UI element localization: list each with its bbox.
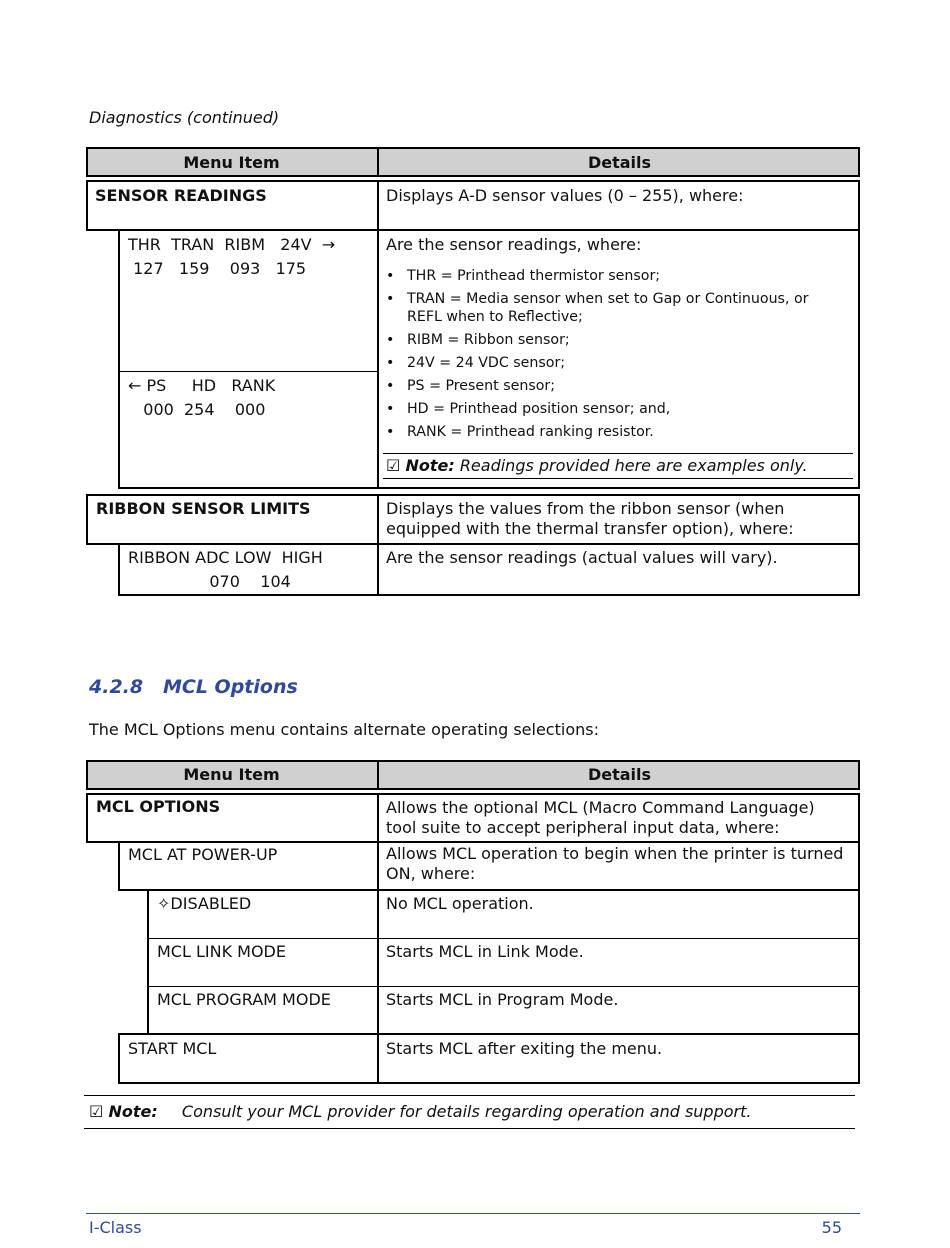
footer-product: I-Class bbox=[89, 1218, 142, 1237]
menu-item-mcl-at-power-up: MCL AT POWER-UP bbox=[128, 845, 278, 864]
list-item: • RIBM = Ribbon sensor; bbox=[386, 331, 846, 349]
column-header-details: Details bbox=[587, 153, 652, 172]
details-mcl-options: Allows the optional MCL (Macro Command Language) tool suite to accept peripheral input data, where: bbox=[386, 798, 815, 837]
sensor-bullet-list bbox=[386, 267, 846, 446]
note-text: Consult your MCL provider for details regarding operation and support. bbox=[181, 1102, 752, 1121]
section-heading bbox=[89, 675, 298, 699]
list-item: • 24V = 24 VDC sensor; bbox=[386, 354, 846, 372]
ribbon-adc-labels: RIBBON ADC LOW HIGH bbox=[128, 548, 323, 567]
details-mcl-link-mode: Starts MCL in Link Mode. bbox=[386, 942, 584, 961]
menu-item-mcl-options: MCL OPTIONS bbox=[96, 797, 221, 816]
readings-labels-2: ← PS HD RANK bbox=[128, 376, 276, 395]
menu-item-mcl-link-mode: MCL LINK MODE bbox=[157, 942, 286, 961]
note-label: Note: bbox=[405, 456, 455, 475]
page-header: Diagnostics (continued) bbox=[89, 108, 280, 127]
ribbon-adc-values: 070 104 bbox=[128, 572, 291, 591]
list-item: • RANK = Printhead ranking resistor. bbox=[386, 423, 846, 441]
readings-note bbox=[386, 456, 808, 476]
note-label: Note: bbox=[108, 1102, 158, 1121]
page-number: 55 bbox=[821, 1218, 842, 1237]
menu-item-disabled: ✧DISABLED bbox=[157, 894, 252, 913]
column-header-details: Details bbox=[587, 765, 652, 784]
details-disabled: No MCL operation. bbox=[386, 894, 534, 913]
list-item: • TRAN = Media sensor when set to Gap or Continuous, or REFL when to Reflective; bbox=[386, 290, 846, 326]
mcl-note bbox=[89, 1102, 751, 1122]
note-text: Readings provided here are examples only. bbox=[459, 456, 808, 475]
menu-item-sensor-readings: SENSOR READINGS bbox=[95, 186, 267, 205]
menu-item-ribbon-sensor-limits: RIBBON SENSOR LIMITS bbox=[96, 499, 311, 518]
details-mcl-program-mode: Starts MCL in Program Mode. bbox=[386, 990, 619, 1009]
list-item: • THR = Printhead thermistor sensor; bbox=[386, 267, 846, 285]
list-item: • HD = Printhead position sensor; and, bbox=[386, 400, 846, 418]
details-ribbon-adc: Are the sensor readings (actual values will vary). bbox=[386, 548, 778, 567]
readings-values-2: 000 254 000 bbox=[128, 400, 266, 419]
checkbox-note-icon: ☑ bbox=[386, 456, 401, 475]
checkbox-note-icon: ☑ bbox=[89, 1102, 104, 1121]
section-title: MCL Options bbox=[162, 676, 298, 698]
readings-details-intro: Are the sensor readings, where: bbox=[386, 235, 642, 254]
details-mcl-at-power-up: Allows MCL operation to begin when the printer is turned ON, where: bbox=[386, 844, 844, 883]
list-item: • PS = Present sensor; bbox=[386, 377, 846, 395]
column-header-menu-item: Menu Item bbox=[183, 153, 280, 172]
readings-values-1: 127 159 093 175 bbox=[128, 259, 307, 278]
details-start-mcl: Starts MCL after exiting the menu. bbox=[386, 1039, 663, 1058]
section-number: 4.2.8 bbox=[89, 676, 144, 698]
column-header-menu-item: Menu Item bbox=[183, 765, 280, 784]
details-sensor-readings: Displays A-D sensor values (0 – 255), where: bbox=[386, 186, 744, 205]
section-intro: The MCL Options menu contains alternate operating selections: bbox=[89, 720, 599, 739]
menu-item-start-mcl: START MCL bbox=[128, 1039, 217, 1058]
details-ribbon-sensor-limits: Displays the values from the ribbon sensor (when equipped with the thermal transfer option), where: bbox=[386, 499, 794, 538]
readings-labels-1: THR TRAN RIBM 24V → bbox=[128, 235, 336, 254]
menu-item-mcl-program-mode: MCL PROGRAM MODE bbox=[157, 990, 331, 1009]
